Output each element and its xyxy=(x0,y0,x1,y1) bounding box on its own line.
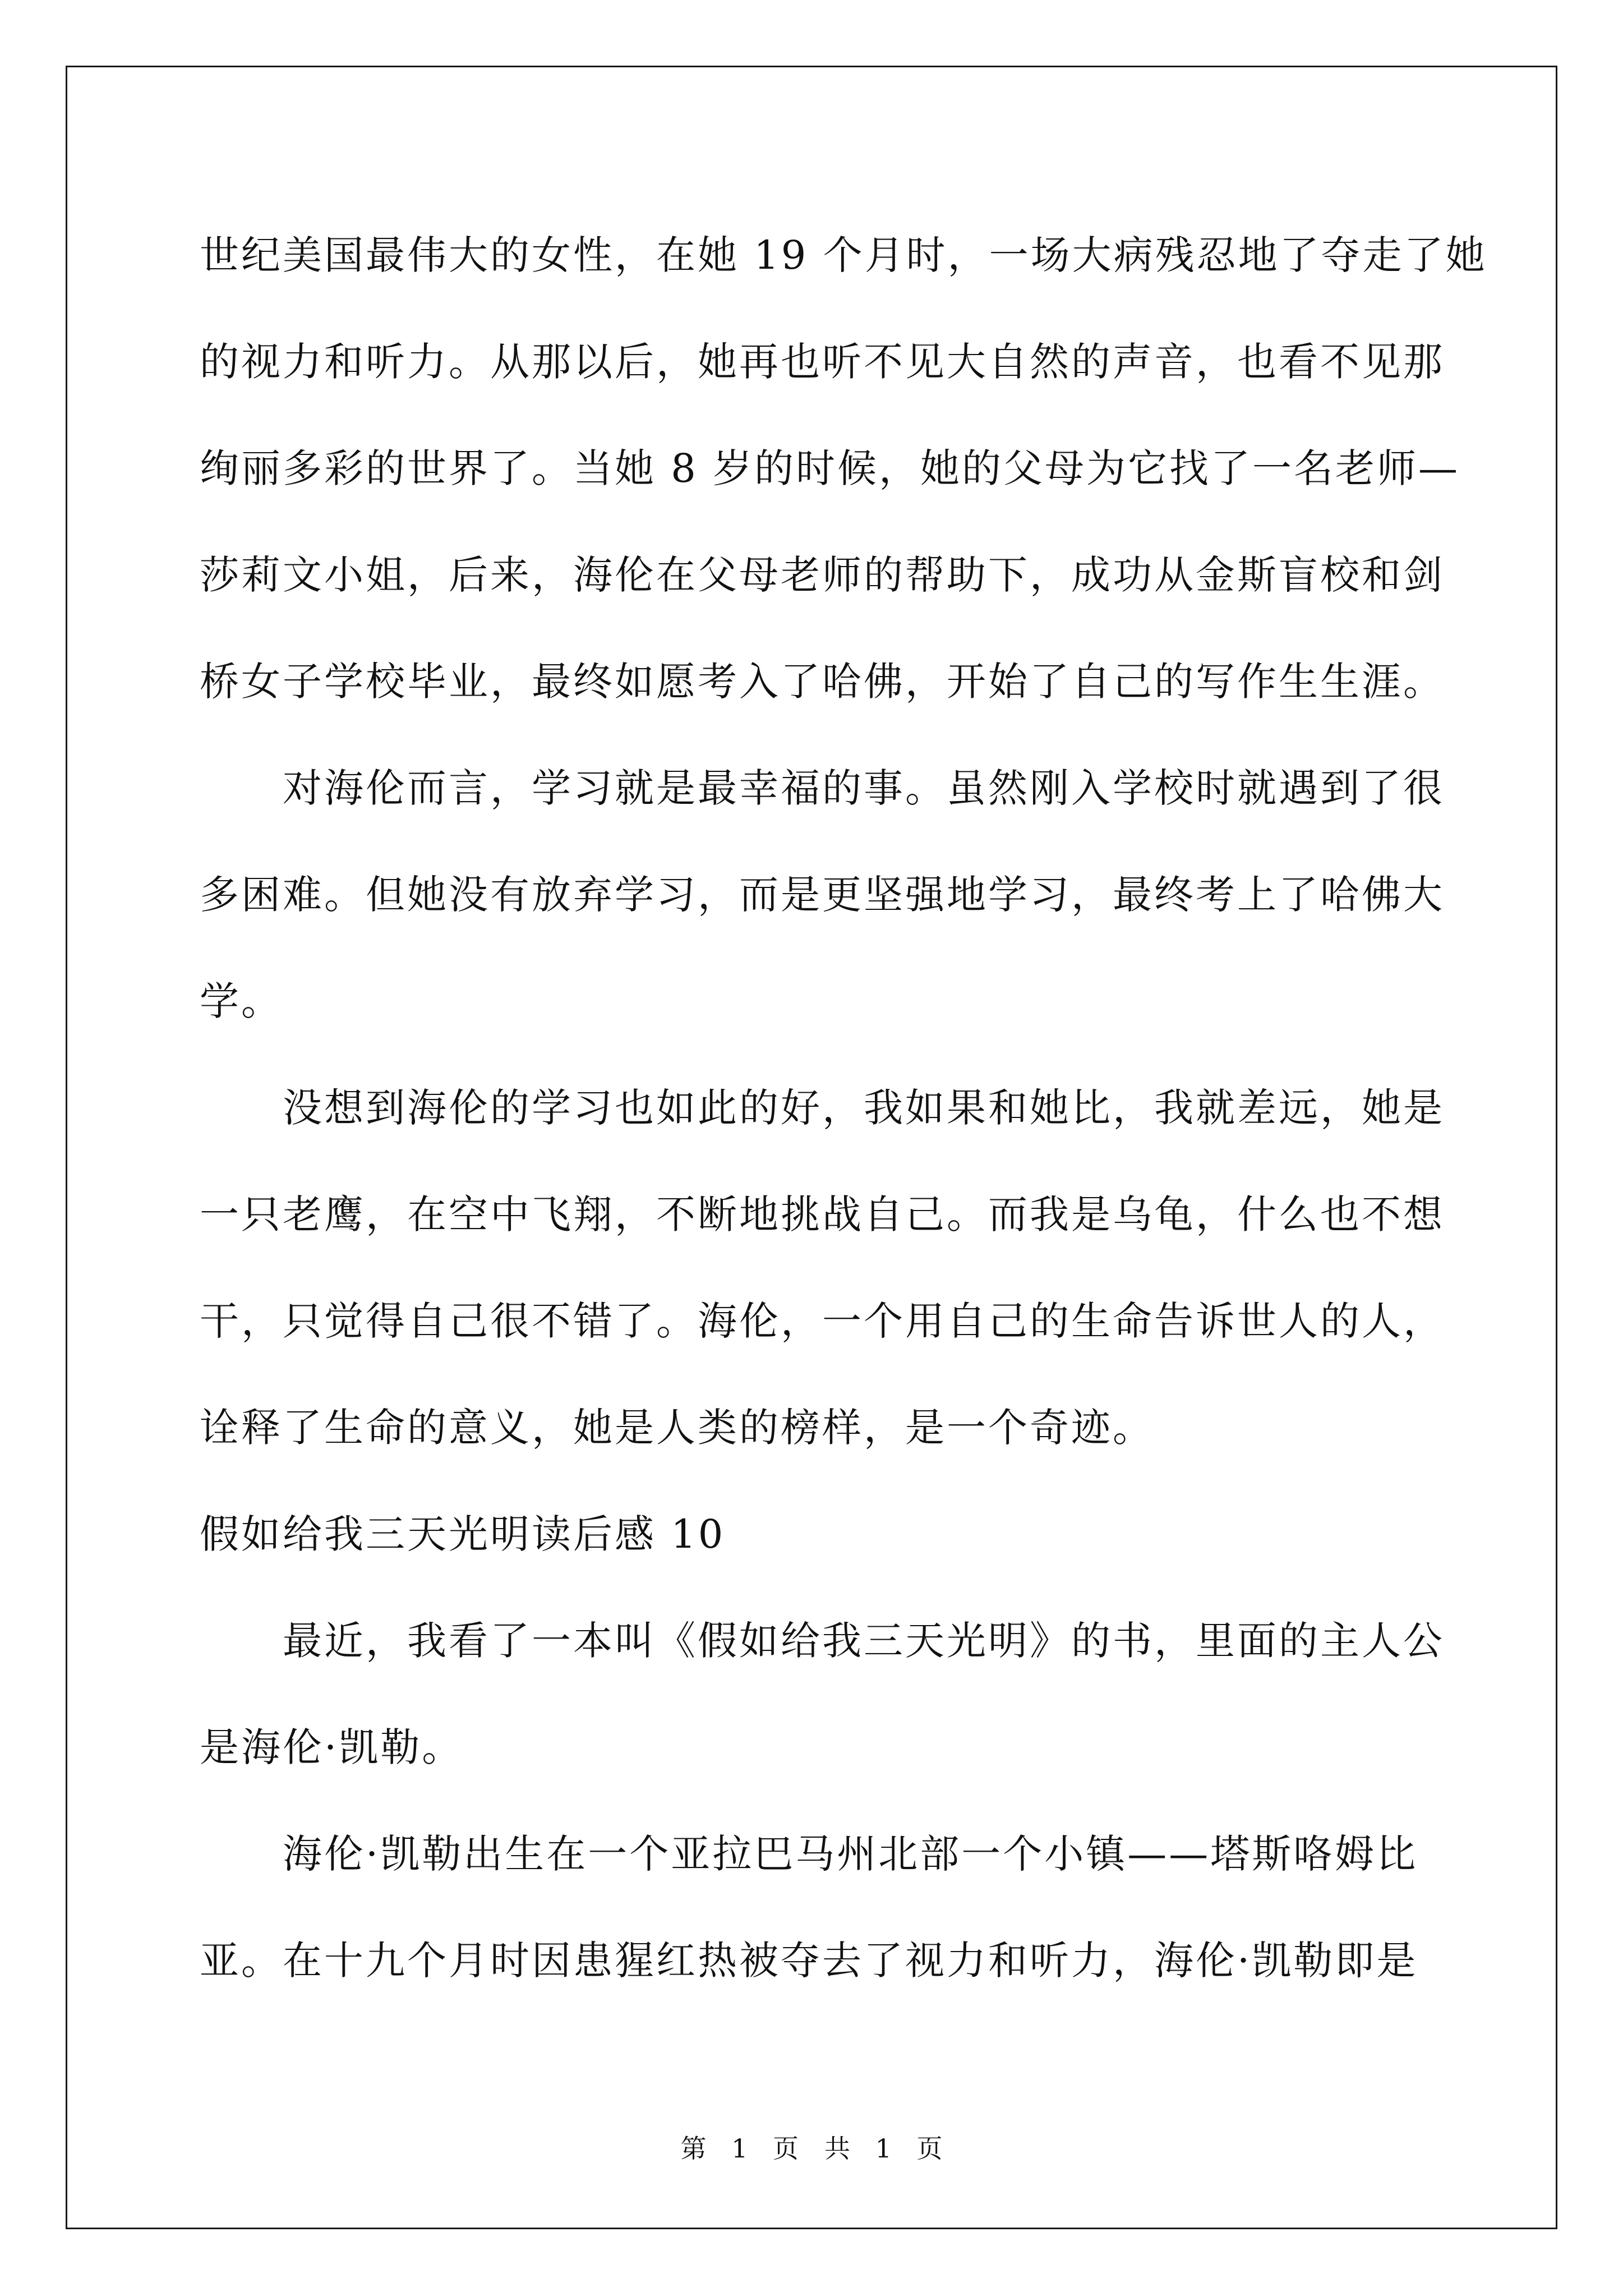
text-line: 最近，我看了一本叫《假如给我三天光明》的书，里面的主人公 xyxy=(200,1618,1445,1664)
text-line: 对海伦而言，学习就是最幸福的事。虽然刚入学校时就遇到了很 xyxy=(200,765,1445,811)
section-heading: 假如给我三天光明读后感 10 xyxy=(200,1511,726,1557)
document-body xyxy=(200,202,1487,2014)
page-footer xyxy=(0,2132,1623,2165)
page-number-label: 第 1 页 共 1 页 xyxy=(680,2133,943,2164)
text-line: 的视力和听力。从那以后，她再也听不见大自然的声音，也看不见那 xyxy=(200,339,1445,385)
text-line: 桥女子学校毕业，最终如愿考入了哈佛，开始了自己的写作生生涯。 xyxy=(200,659,1445,705)
text-line: 没想到海伦的学习也如此的好，我如果和她比，我就差远，她是 xyxy=(200,1085,1445,1131)
text-line: 亚。在十九个月时因患猩红热被夺去了视力和听力，海伦·凯勒即是 xyxy=(200,1938,1418,1984)
text-line: 一只老鹰，在空中飞翔，不断地挑战自己。而我是乌龟，什么也不想 xyxy=(200,1191,1445,1237)
text-line: 多困难。但她没有放弃学习，而是更坚强地学习，最终考上了哈佛大 xyxy=(200,872,1445,918)
text-line: 世纪美国最伟大的女性，在她 19 个月时，一场大病残忍地了夺走了她 xyxy=(200,232,1487,278)
text-line: 学。 xyxy=(200,978,283,1024)
text-line: 海伦·凯勒出生在一个亚拉巴马州北部一个小镇——塔斯咯姆比 xyxy=(200,1831,1418,1877)
text-line: 是海伦·凯勒。 xyxy=(200,1724,464,1770)
text-line: 莎莉文小姐，后来，海伦在父母老师的帮助下，成功从金斯盲校和剑 xyxy=(200,552,1445,598)
text-line: 绚丽多彩的世界了。当她 8 岁的时候，她的父母为它找了一名老师— xyxy=(200,445,1460,491)
text-line: 诠释了生命的意义，她是人类的榜样，是一个奇迹。 xyxy=(200,1405,1154,1451)
text-line: 干，只觉得自己很不错了。海伦，一个用自己的生命告诉世人的人， xyxy=(200,1298,1445,1344)
